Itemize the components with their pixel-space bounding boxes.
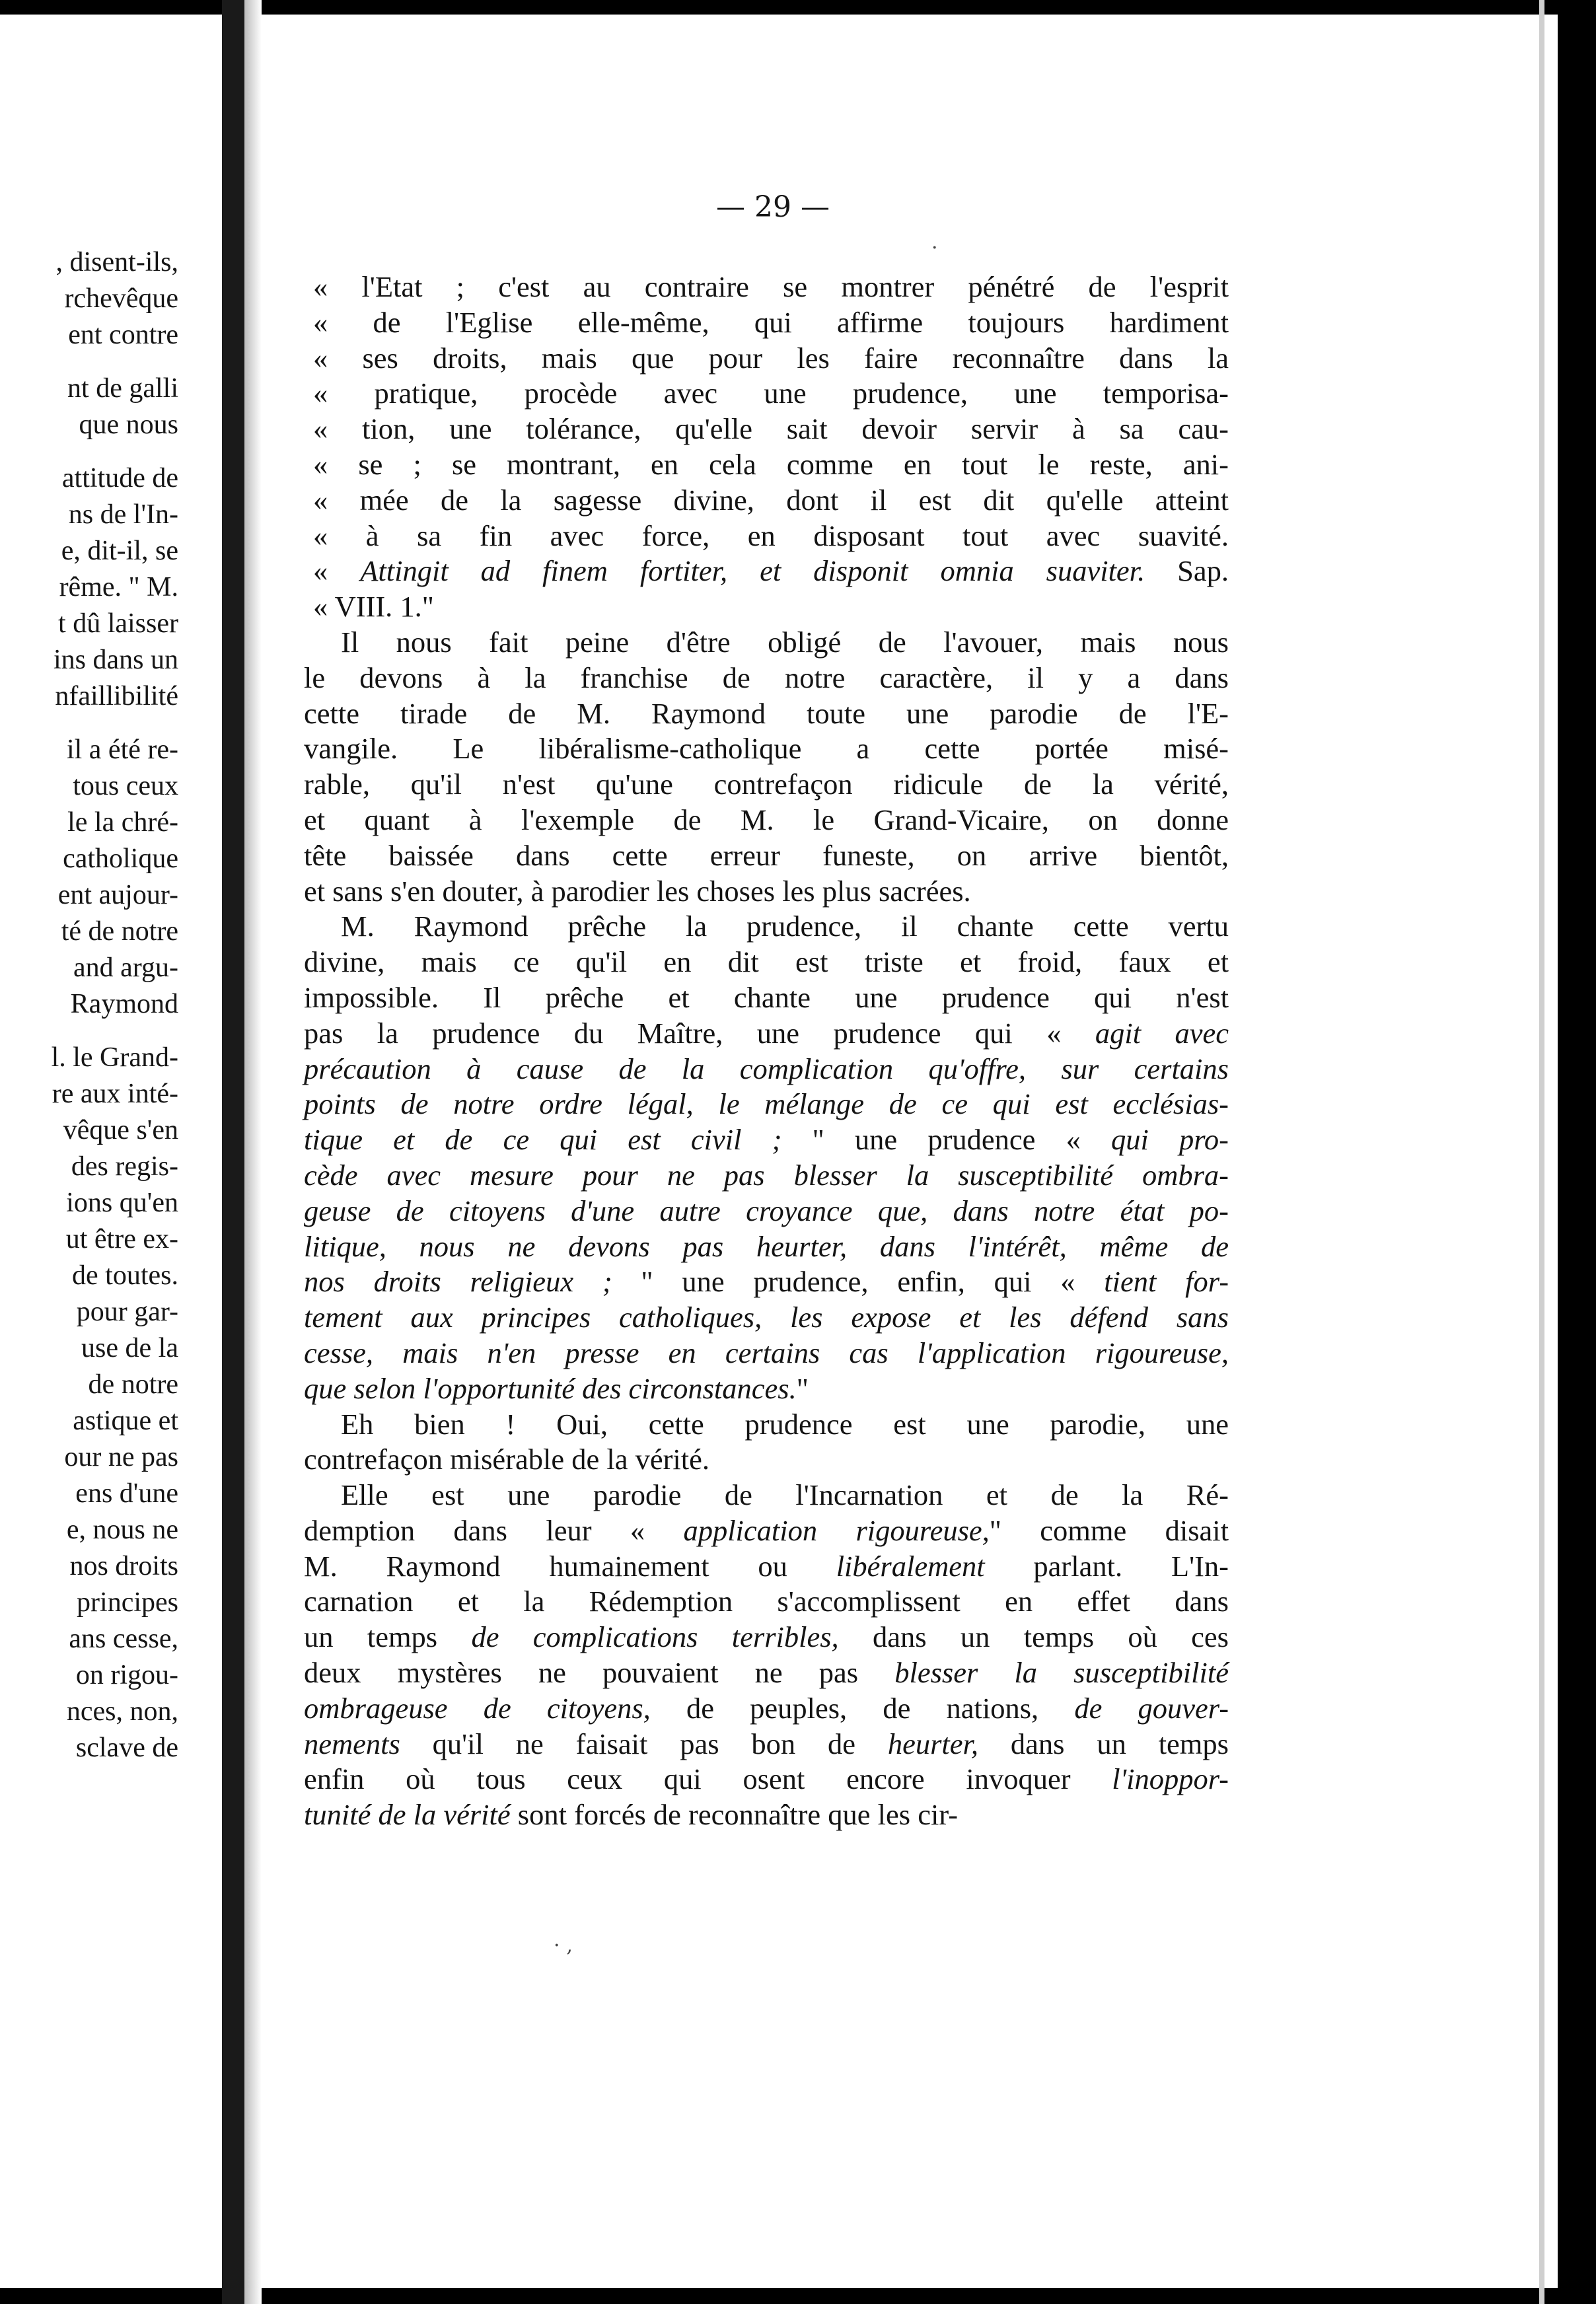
text-line bbox=[304, 554, 1229, 589]
text-segment: deux mystères ne pouvaient ne pas bbox=[304, 1656, 895, 1690]
fragment-line: t dû laisser bbox=[58, 608, 178, 639]
italic-text: libéralement bbox=[836, 1549, 985, 1583]
scan-border-right bbox=[1558, 0, 1596, 2304]
text-line bbox=[304, 589, 1229, 625]
text-segment: « l'Etat ; c'est au contraire se montrer pénétré de l'esprit bbox=[313, 270, 1229, 303]
text-segment: Elle est une parodie de l'Incarnation et de la Ré- bbox=[341, 1478, 1229, 1512]
text-line bbox=[304, 731, 1229, 767]
fragment-line: nces, non, bbox=[66, 1696, 178, 1727]
text-segment: sont forcés de reconnaître que les cir- bbox=[510, 1798, 959, 1832]
italic-text: qui pro- bbox=[1110, 1123, 1229, 1157]
text-segment: divine, mais ce qu'il en dit est triste et froid, faux et bbox=[304, 945, 1229, 979]
gutter-shadow bbox=[244, 0, 262, 2304]
text-segment: demption dans leur « bbox=[304, 1513, 684, 1547]
fragment-line: rchevêque bbox=[64, 283, 178, 314]
fragment-line: nfaillibilité bbox=[55, 681, 178, 711]
paragraph-gap bbox=[0, 1023, 178, 1040]
text-segment: « de l'Eglise elle-même, qui affirme toujours hardiment bbox=[313, 305, 1229, 339]
text-segment: carnation et la Rédemption s'accomplissent en effet dans bbox=[304, 1585, 1229, 1618]
paragraph-gap bbox=[0, 353, 178, 371]
text-line bbox=[304, 341, 1229, 377]
italic-text: ombrageuse de citoyens, bbox=[304, 1691, 651, 1725]
text-segment: cette tirade de M. Raymond toute une parodie de l'E- bbox=[304, 696, 1229, 730]
italic-text: blesser la susceptibilité bbox=[894, 1656, 1229, 1690]
fragment-line: l. le Grand- bbox=[51, 1042, 178, 1073]
italic-text: Attingit ad finem fortiter, et disponit omnia suaviter. bbox=[360, 554, 1145, 588]
fragment-line: de notre bbox=[88, 1369, 178, 1400]
italic-text: litique, nous ne devons pas heurter, dans l'intérêt, même de bbox=[304, 1229, 1229, 1263]
text-line bbox=[304, 1016, 1229, 1052]
text-line bbox=[304, 1229, 1229, 1265]
italic-text: application rigoureuse, bbox=[683, 1513, 990, 1547]
text-segment: dans un temps où ces bbox=[838, 1620, 1229, 1654]
fragment-line: ins dans un bbox=[54, 645, 178, 675]
fragment-line: ions qu'en bbox=[66, 1188, 178, 1218]
italic-text: cesse, mais n'en presse en certains cas l'application rigoureuse, bbox=[304, 1336, 1229, 1369]
fragment-line: vêque s'en bbox=[63, 1115, 178, 1145]
text-line bbox=[304, 945, 1229, 980]
text-line bbox=[304, 1549, 1229, 1585]
page-edge bbox=[1539, 0, 1544, 2304]
text-segment: vangile. Le libéralisme-catholique a cette portée misé- bbox=[304, 732, 1229, 766]
italic-text: que selon l'opportunité des circonstances. bbox=[304, 1371, 797, 1405]
fragment-line: le la chré- bbox=[67, 807, 178, 838]
fragment-line: attitude de bbox=[61, 463, 178, 493]
text-segment: parlant. L'In- bbox=[984, 1549, 1229, 1583]
paragraph-gap bbox=[0, 443, 178, 460]
text-line bbox=[304, 1194, 1229, 1229]
text-line bbox=[304, 661, 1229, 696]
text-line bbox=[304, 412, 1229, 447]
text-segment: le devons à la franchise de notre caractère, il y a dans bbox=[304, 661, 1229, 694]
fragment-line: and argu- bbox=[73, 953, 178, 983]
text-segment: impossible. Il prêche et chante une prudence qui n'est bbox=[304, 980, 1229, 1014]
text-segment: « bbox=[313, 554, 361, 588]
text-segment: un temps bbox=[304, 1620, 472, 1654]
text-line bbox=[304, 1762, 1229, 1797]
fragment-line: nt de galli bbox=[67, 373, 178, 404]
text-line bbox=[304, 980, 1229, 1016]
italic-text: geuse de citoyens d'une autre croyance que, dans notre état po- bbox=[304, 1194, 1229, 1227]
text-segment: " bbox=[796, 1371, 809, 1405]
text-line bbox=[304, 1052, 1229, 1087]
fragment-line: pour gar- bbox=[76, 1297, 178, 1327]
italic-text: tunité de la vérité bbox=[304, 1798, 511, 1832]
fragment-line: nos droits bbox=[69, 1551, 178, 1581]
text-segment: dans un temps bbox=[978, 1727, 1229, 1760]
text-line bbox=[304, 1797, 1229, 1833]
text-segment: qu'il ne faisait pas bon de bbox=[400, 1727, 888, 1760]
italic-text: heurter, bbox=[887, 1727, 979, 1760]
text-segment: « VIII. 1." bbox=[313, 590, 434, 624]
text-line bbox=[304, 909, 1229, 945]
italic-text: agit avec bbox=[1095, 1016, 1229, 1050]
text-line bbox=[304, 1300, 1229, 1336]
text-segment: « tion, une tolérance, qu'elle sait devoir servir à sa cau- bbox=[313, 412, 1229, 446]
fragment-line: e, dit-il, se bbox=[61, 536, 178, 566]
body-text bbox=[304, 270, 1229, 1833]
text-line bbox=[304, 1371, 1229, 1407]
text-line bbox=[304, 376, 1229, 412]
italic-text: tient for- bbox=[1104, 1265, 1229, 1299]
fragment-line: tous ceux bbox=[73, 771, 178, 801]
fragment-line: ans cesse, bbox=[69, 1624, 178, 1654]
text-segment: et sans s'en douter, à parodier les choses les plus sacrées. bbox=[304, 874, 971, 908]
text-line bbox=[304, 1584, 1229, 1620]
text-line bbox=[304, 1513, 1229, 1549]
text-line bbox=[304, 1620, 1229, 1655]
text-line bbox=[304, 874, 1229, 910]
text-line bbox=[304, 1264, 1229, 1300]
fragment-line: ut être ex- bbox=[65, 1224, 178, 1254]
fragment-line: use de la bbox=[81, 1333, 178, 1363]
fragment-line: ens d'une bbox=[75, 1478, 178, 1509]
text-segment: et quant à l'exemple de M. le Grand-Vicaire, on donne bbox=[304, 803, 1229, 836]
text-line bbox=[304, 305, 1229, 341]
text-line bbox=[304, 803, 1229, 838]
text-segment: rable, qu'il n'est qu'une contrefaçon ridicule de la vérité, bbox=[304, 768, 1229, 801]
page-number: — 29 — bbox=[716, 190, 830, 224]
text-line bbox=[304, 696, 1229, 732]
text-segment: " une prudence « bbox=[781, 1123, 1111, 1157]
italic-text: tique et de ce qui est civil ; bbox=[304, 1123, 782, 1157]
fragment-line: ent aujour- bbox=[57, 880, 178, 910]
fragment-line: catholique bbox=[63, 844, 178, 874]
text-segment: M. Raymond prêche la prudence, il chante cette vertu bbox=[341, 910, 1229, 943]
ink-speck: · ‚ bbox=[554, 1934, 573, 1957]
fragment-line: , disent-ils, bbox=[55, 247, 178, 277]
text-segment: pas la prudence du Maître, une prudence qui « bbox=[304, 1016, 1095, 1050]
fragment-line: sclave de bbox=[75, 1733, 178, 1763]
text-line bbox=[304, 1727, 1229, 1762]
text-line bbox=[304, 1158, 1229, 1194]
italic-text: précaution à cause de la complication qu'offre, sur certains bbox=[304, 1052, 1229, 1085]
text-segment: " comme disait bbox=[989, 1513, 1229, 1547]
fragment-line: ns de l'In- bbox=[68, 499, 178, 530]
fragment-line: il a été re- bbox=[66, 735, 178, 765]
fragment-line: ent contre bbox=[68, 320, 178, 350]
text-segment: contrefaçon misérable de la vérité. bbox=[304, 1443, 710, 1476]
italic-text: cède avec mesure pour ne pas blesser la susceptibilité ombra- bbox=[304, 1158, 1229, 1192]
text-line bbox=[304, 838, 1229, 874]
fragment-line: re aux inté- bbox=[52, 1079, 178, 1109]
text-segment: Il nous fait peine d'être obligé de l'avouer, mais nous bbox=[341, 625, 1229, 659]
text-line bbox=[304, 1122, 1229, 1158]
text-line bbox=[304, 1407, 1229, 1443]
italic-text: de gouver- bbox=[1074, 1691, 1229, 1725]
text-segment: " une prudence, enfin, qui « bbox=[612, 1265, 1105, 1299]
ink-speck: · bbox=[931, 236, 938, 260]
text-segment: « pratique, procède avec une prudence, une temporisa- bbox=[313, 377, 1229, 410]
fragment-line: e, nous ne bbox=[66, 1515, 178, 1545]
text-line bbox=[304, 270, 1229, 305]
text-line bbox=[304, 1336, 1229, 1371]
text-line bbox=[304, 483, 1229, 519]
text-line bbox=[304, 625, 1229, 661]
italic-text: nements bbox=[304, 1727, 400, 1760]
italic-text: points de notre ordre légal, le mélange de ce qui est ecclésias- bbox=[304, 1087, 1229, 1121]
fragment-line: Raymond bbox=[70, 989, 178, 1019]
italic-text: tement aux principes catholiques, les expose et les défend sans bbox=[304, 1301, 1229, 1334]
text-segment: « se ; se montrant, en cela comme en tout le reste, ani- bbox=[313, 447, 1229, 481]
previous-page-fragment bbox=[0, 244, 178, 1766]
text-line bbox=[304, 1442, 1229, 1478]
fragment-line: de toutes. bbox=[72, 1260, 178, 1291]
text-segment: « ses droits, mais que pour les faire reconnaître dans la bbox=[313, 341, 1229, 375]
text-segment: tête baissée dans cette erreur funeste, on arrive bientôt, bbox=[304, 838, 1229, 872]
text-segment: Sap. bbox=[1145, 554, 1229, 588]
text-segment: « à sa fin avec force, en disposant tout avec suavité. bbox=[313, 519, 1229, 552]
text-segment: « mée de la sagesse divine, dont il est dit qu'elle atteint bbox=[313, 483, 1229, 517]
text-segment: de peuples, de nations, bbox=[650, 1691, 1075, 1725]
text-segment: Eh bien ! Oui, cette prudence est une parodie, une bbox=[341, 1407, 1229, 1441]
book-gutter bbox=[222, 0, 244, 2304]
text-line bbox=[304, 767, 1229, 803]
italic-text: l'inoppor- bbox=[1112, 1762, 1229, 1796]
italic-text: de complications terribles, bbox=[471, 1620, 839, 1654]
text-segment: enfin où tous ceux qui osent encore invoquer bbox=[304, 1762, 1112, 1796]
italic-text: nos droits religieux ; bbox=[304, 1265, 612, 1299]
fragment-line: on rigou- bbox=[75, 1660, 178, 1690]
text-segment: M. Raymond humainement ou bbox=[304, 1549, 836, 1583]
fragment-line: our ne pas bbox=[64, 1442, 178, 1472]
fragment-line: des regis- bbox=[71, 1151, 178, 1182]
text-line bbox=[304, 447, 1229, 483]
text-line bbox=[304, 1478, 1229, 1513]
fragment-line: té de notre bbox=[61, 916, 178, 947]
text-line bbox=[304, 1087, 1229, 1122]
paragraph-gap bbox=[0, 715, 178, 732]
fragment-line: principes bbox=[77, 1587, 178, 1618]
text-line bbox=[304, 1691, 1229, 1727]
fragment-line: astique et bbox=[73, 1406, 178, 1436]
text-line bbox=[304, 519, 1229, 554]
fragment-line: rême. " M. bbox=[59, 572, 178, 602]
fragment-line: que nous bbox=[79, 410, 178, 440]
text-line bbox=[304, 1655, 1229, 1691]
